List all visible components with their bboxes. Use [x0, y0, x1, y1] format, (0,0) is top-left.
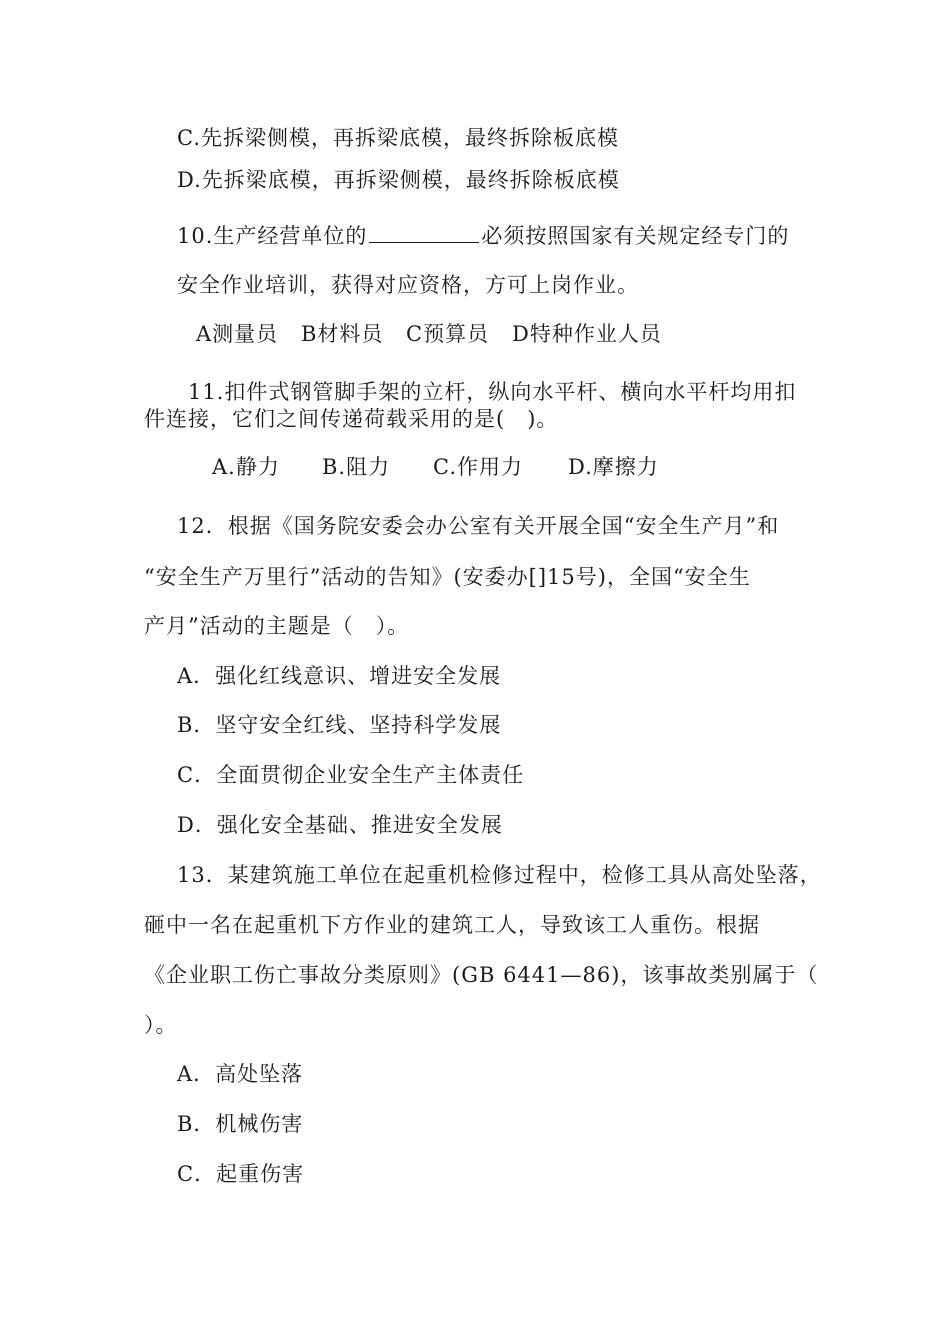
q10-stem-before-blank: 10.生产经营单位的 [177, 224, 368, 248]
q11-option-d: D.摩擦力 [568, 455, 659, 479]
q12-option-b: B．坚守安全红线、坚持科学发展 [177, 713, 502, 737]
q11-option-a: A.静力 [212, 455, 280, 479]
q10-option-a: A测量员 [196, 322, 279, 346]
q12-option-c: C．全面贯彻企业安全生产主体责任 [177, 763, 525, 787]
q9-option-c: C.先拆梁侧模，再拆梁底模，最终拆除板底模 [177, 126, 619, 150]
q11-stem-line2: 件连接，它们之间传递荷载采用的是( )。 [144, 407, 559, 431]
q10-stem-after-blank: 必须按照国家有关规定经专门的 [481, 224, 790, 248]
q10-option-b: B材料员 [301, 322, 384, 346]
q13-option-a: A．高处坠落 [177, 1062, 304, 1086]
q11-option-c: C.作用力 [433, 455, 523, 479]
q11-option-b: B.阻力 [322, 455, 391, 479]
q11-stem-line1: 11.扣件式钢管脚手架的立杆，纵向水平杆、横向水平杆均用扣 [188, 380, 797, 404]
q13-stem-line4: ）。 [144, 1013, 178, 1037]
q13-option-b: B．机械伤害 [177, 1112, 304, 1136]
q13-stem-line1: 13．某建筑施工单位在起重机检修过程中，检修工具从高处坠落， [177, 863, 822, 887]
q10-option-c: C预算员 [406, 322, 490, 346]
q13-stem-line2: 砸中一名在起重机下方作业的建筑工人，导致该工人重伤。根据 [144, 913, 760, 937]
q10-fill-blank [369, 224, 479, 243]
q10-stem-line1 [177, 224, 789, 247]
q12-option-a: A．强化红线意识、增进安全发展 [177, 664, 502, 688]
q10-options [196, 324, 662, 345]
q10-stem-line2: 安全作业培训，获得对应资格，方可上岗作业。 [177, 273, 639, 297]
q12-stem-line2: “安全生产万里行”活动的告知》(安委办[]15号)，全国“安全生 [144, 565, 751, 589]
q12-option-d: D．强化安全基础、推进安全发展 [177, 813, 503, 837]
q12-stem-line1: 12．根据《国务院安委会办公室有关开展全国“安全生产月”和 [177, 514, 780, 538]
q12-stem-line3: 产月”活动的主题是（ ）。 [144, 614, 410, 638]
q11-options [212, 457, 659, 478]
q9-option-d: D.先拆梁底模，再拆梁侧模，最终拆除板底模 [177, 168, 620, 192]
q13-option-c: C．起重伤害 [177, 1162, 305, 1186]
q13-stem-line3: 《企业职工伤亡事故分类原则》(GB 6441—86)，该事故类别属于（ [144, 963, 819, 987]
q10-option-d: D特种作业人员 [512, 322, 662, 346]
